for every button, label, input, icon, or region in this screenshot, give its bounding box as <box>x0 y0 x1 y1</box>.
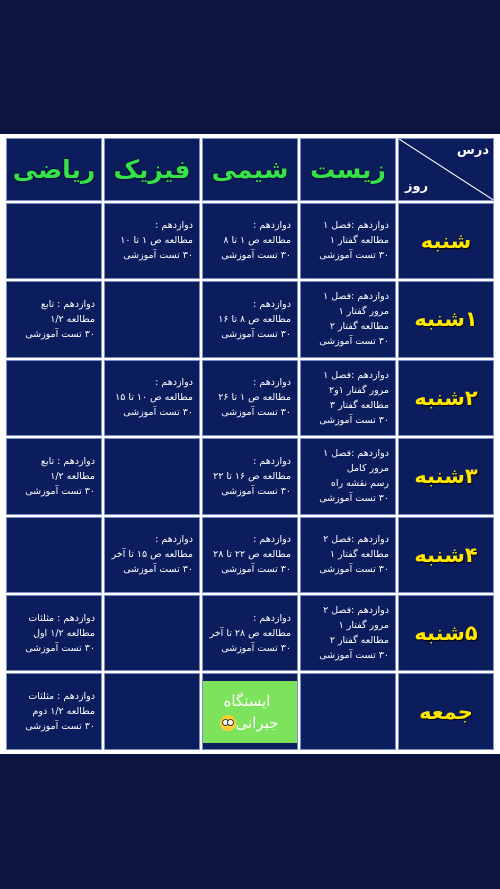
subject-header-math: ریاضی <box>6 138 102 201</box>
cell-line: مطالعه ۱/۲ دوم <box>32 706 95 718</box>
cell-line: مرور گفتار ۱ <box>338 620 389 632</box>
subject-header-chemistry: شیمی <box>202 138 298 201</box>
day-label: جمعه <box>398 673 494 750</box>
cell-line: دوازدهم : تابع <box>40 298 95 310</box>
cell-line: دوازدهم :فصل ۱ <box>323 448 389 460</box>
cell-line: دوازدهم : <box>253 612 291 624</box>
schedule-cell <box>6 438 102 514</box>
schedule-cell <box>104 360 200 436</box>
subject-header-physics: فیزیک <box>104 138 200 201</box>
cell-line: مطالعه ص ۲۲ تا ۲۸ <box>213 549 291 561</box>
day-row <box>6 360 494 436</box>
schedule-cell <box>300 673 396 750</box>
cell-line: دوازدهم :فصل ۲ <box>323 534 389 546</box>
corner-day-label: روز <box>405 178 429 194</box>
day-label: ۴شنبه <box>398 517 494 593</box>
cell-line: مطالعه ص ۱ تا ۱۰ <box>120 235 193 247</box>
cell-line: ۳۰ تست آموزشی <box>221 328 291 340</box>
cell-content <box>301 601 395 665</box>
subject-header-biology: زیست <box>300 138 396 201</box>
schedule-cell <box>6 517 102 593</box>
schedule-cell <box>6 203 102 279</box>
cell-line: مطالعه ص ۱ تا ۲۶ <box>218 392 291 404</box>
cell-content <box>301 530 395 579</box>
cell-line: مرور گفتار ۱ <box>338 306 389 318</box>
cell-line: ۳۰ تست آموزشی <box>25 328 95 340</box>
day-label: ۲شنبه <box>398 360 494 436</box>
schedule-cell <box>104 438 200 514</box>
cell-content <box>203 295 297 344</box>
station-line <box>216 712 279 734</box>
schedule-cell <box>202 281 298 357</box>
day-label: ۱شنبه <box>398 281 494 357</box>
schedule-cell <box>202 595 298 671</box>
schedule-cell <box>104 517 200 593</box>
schedule-cell <box>6 595 102 671</box>
cell-line: ۳۰ تست آموزشی <box>221 642 291 654</box>
cell-line: ۳۰ تست آموزشی <box>123 407 193 419</box>
header-row <box>6 138 494 201</box>
day-label: ۳شنبه <box>398 438 494 514</box>
day-row <box>6 673 494 750</box>
cell-line: مطالعه گفتار ۳ <box>329 399 389 411</box>
cell-content <box>7 295 101 344</box>
schedule-cell <box>202 203 298 279</box>
cell-line: ۳۰ تست آموزشی <box>319 414 389 426</box>
cell-line: مطالعه ص ۱۶ تا ۲۲ <box>213 470 291 482</box>
cell-line: مطالعه ص ۲۸ تا آخر <box>209 627 291 639</box>
cell-content <box>203 609 297 658</box>
schedule-cell <box>6 360 102 436</box>
cell-content <box>203 216 297 265</box>
cell-line: دوازدهم : <box>155 220 193 232</box>
cell-line: مطالعه گفتار ۲ <box>329 321 389 333</box>
schedule-cell <box>104 673 200 750</box>
nerd-face-icon <box>220 715 236 731</box>
schedule-cell <box>6 281 102 357</box>
cell-line: ۳۰ تست آموزشی <box>319 493 389 505</box>
day-row <box>6 281 494 357</box>
cell-content <box>301 287 395 351</box>
cell-line: دوازدهم : تابع <box>40 455 95 467</box>
schedule-cell <box>202 360 298 436</box>
cell-line: دوازدهم : مثلثات <box>28 612 95 624</box>
cell-line: مرور کامل <box>346 463 389 475</box>
cell-content <box>7 687 101 736</box>
compensation-station-badge <box>202 681 297 743</box>
cell-content <box>203 452 297 501</box>
schedule-cell <box>300 203 396 279</box>
cell-line: ۳۰ تست آموزشی <box>319 650 389 662</box>
cell-line: دوازدهم : <box>253 220 291 232</box>
schedule-cell <box>300 281 396 357</box>
cell-line: دوازدهم : مثلثات <box>28 691 95 703</box>
cell-line: مطالعه ۱/۲ اول <box>33 627 95 639</box>
schedule-cell <box>202 517 298 593</box>
schedule-cell <box>104 281 200 357</box>
station-line: ایستگاه <box>223 691 271 710</box>
schedule-cell <box>104 595 200 671</box>
cell-content <box>105 373 199 422</box>
cell-line: مطالعه گفتار ۱ <box>329 235 389 247</box>
cell-line: ۳۰ تست آموزشی <box>221 407 291 419</box>
cell-line: دوازدهم : <box>155 534 193 546</box>
cell-line: دوازدهم : <box>253 377 291 389</box>
day-row <box>6 517 494 593</box>
day-row <box>6 203 494 279</box>
cell-content <box>301 366 395 430</box>
cell-line: دوازدهم :فصل ۱ <box>323 291 389 303</box>
cell-line: مطالعه ۱/۲ <box>50 313 95 325</box>
day-label: شنبه <box>398 203 494 279</box>
cell-line: رسم نقشه راه <box>330 478 389 490</box>
study-schedule-table <box>4 136 496 752</box>
cell-line: مطالعه ص ۱۰ تا ۱۵ <box>115 392 193 404</box>
schedule-cell <box>300 517 396 593</box>
cell-line: ۳۰ تست آموزشی <box>319 564 389 576</box>
cell-content <box>301 216 395 265</box>
schedule-cell <box>202 673 298 750</box>
cell-line: ۳۰ تست آموزشی <box>319 336 389 348</box>
cell-line: مطالعه ص ۸ تا ۱۶ <box>218 313 291 325</box>
cell-content <box>105 530 199 579</box>
cell-line: ۳۰ تست آموزشی <box>25 721 95 733</box>
cell-line: دوازدهم : <box>253 534 291 546</box>
day-row <box>6 438 494 514</box>
cell-line: ۳۰ تست آموزشی <box>221 250 291 262</box>
cell-line: مطالعه ص ۱۵ تا آخر <box>111 549 193 561</box>
cell-line: ۳۰ تست آموزشی <box>25 485 95 497</box>
cell-content <box>203 373 297 422</box>
day-label: ۵شنبه <box>398 595 494 671</box>
schedule-cell <box>6 673 102 750</box>
cell-line: دوازدهم : <box>253 455 291 467</box>
day-row <box>6 595 494 671</box>
schedule-sheet <box>0 134 500 754</box>
cell-line: ۳۰ تست آموزشی <box>123 564 193 576</box>
cell-content <box>7 452 101 501</box>
cell-line: دوازدهم :فصل ۲ <box>323 605 389 617</box>
cell-line: ۳۰ تست آموزشی <box>221 485 291 497</box>
cell-line: دوازدهم :فصل ۱ <box>323 369 389 381</box>
schedule-cell <box>104 203 200 279</box>
station-line-text: جبرانی <box>235 713 279 732</box>
cell-line: ۳۰ تست آموزشی <box>25 642 95 654</box>
schedule-cell <box>300 360 396 436</box>
cell-line: مطالعه ص ۱ تا ۸ <box>223 235 291 247</box>
cell-content <box>203 530 297 579</box>
cell-line: مطالعه ۱/۲ <box>50 470 95 482</box>
corner-cell <box>398 138 494 201</box>
cell-line: دوازدهم : <box>253 298 291 310</box>
cell-line: ۳۰ تست آموزشی <box>319 250 389 262</box>
cell-line: ۳۰ تست آموزشی <box>221 564 291 576</box>
cell-line: مرور گفتار ۱و۲ <box>328 384 389 396</box>
cell-line: دوازدهم :فصل ۱ <box>323 220 389 232</box>
schedule-cell <box>202 438 298 514</box>
cell-line: دوازدهم : <box>155 377 193 389</box>
cell-line: ۳۰ تست آموزشی <box>123 250 193 262</box>
schedule-cell <box>300 595 396 671</box>
cell-content <box>105 216 199 265</box>
cell-line: مطالعه گفتار ۱ <box>329 549 389 561</box>
corner-subject-label: درس <box>456 143 489 158</box>
cell-content <box>301 444 395 508</box>
schedule-cell <box>300 438 396 514</box>
cell-content <box>7 609 101 658</box>
cell-line: مطالعه گفتار ۲ <box>329 635 389 647</box>
